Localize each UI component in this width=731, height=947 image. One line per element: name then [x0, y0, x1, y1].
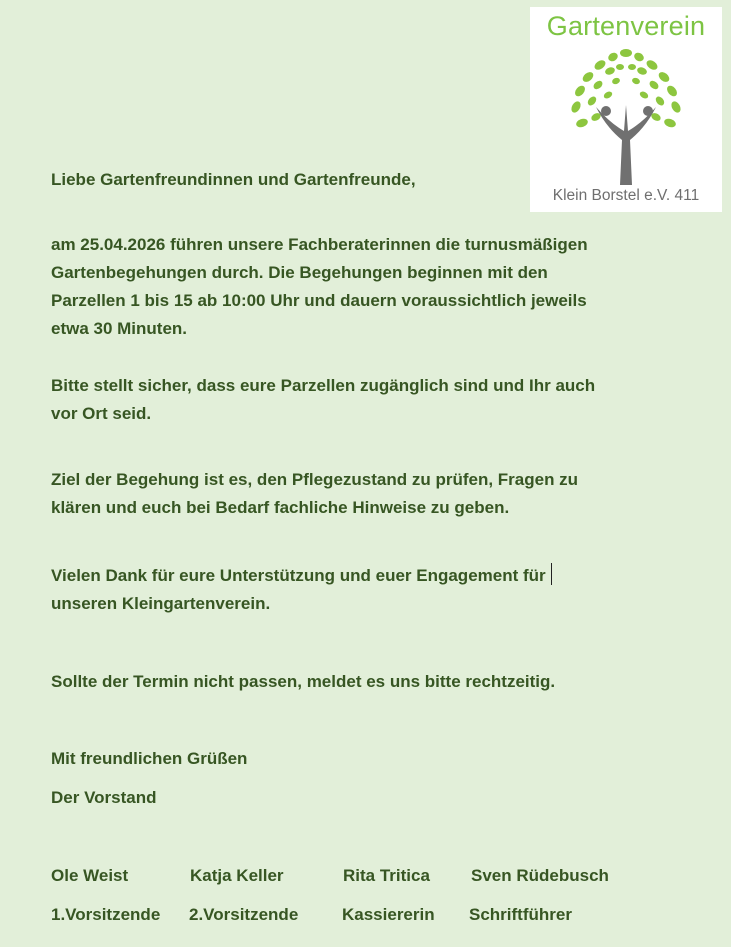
paragraph-line: Gartenbegehungen durch. Die Begehungen beginnen mit den — [51, 263, 548, 282]
paragraph-line: klären und euch bei Bedarf fachliche Hinweise zu geben. — [51, 498, 510, 517]
signatory-role: Schriftführer — [469, 905, 572, 924]
paragraph-line: unseren Kleingartenverein. — [51, 594, 271, 613]
paragraph-line: etwa 30 Minuten. — [51, 319, 188, 338]
paragraph-line: vor Ort seid. — [51, 404, 152, 423]
sender: Der Vorstand — [51, 788, 157, 807]
paragraph-line: Ziel der Begehung ist es, den Pflegezustand zu prüfen, Fragen zu — [51, 470, 579, 489]
logo-title: Gartenverein — [546, 11, 706, 41]
logo-subtitle: Klein Borstel e.V. 411 — [552, 187, 700, 204]
paragraph-line: Bitte stellt sicher, dass eure Parzellen zugänglich sind und Ihr auch — [51, 376, 596, 395]
paragraph-reschedule: Sollte der Termin nicht passen, meldet es uns bitte rechtzeitig. — [51, 672, 556, 691]
signatory-name: Rita Tritica — [343, 866, 430, 885]
text-cursor — [551, 563, 552, 585]
signatory-role: Kassiererin — [342, 905, 435, 924]
tree-logo-icon — [558, 45, 694, 185]
paragraph-thanks — [51, 562, 552, 618]
paragraph-line: Parzellen 1 bis 15 ab 10:00 Uhr und dauern voraussichtlich jeweils — [51, 291, 587, 310]
signatory-name: Ole Weist — [51, 866, 129, 885]
club-logo — [530, 7, 722, 212]
signatory-role: 1.Vorsitzende — [51, 905, 161, 924]
paragraph-goal — [51, 466, 578, 522]
paragraph-access — [51, 372, 595, 428]
paragraph-line: Vielen Dank für eure Unterstützung und euer Engagement für — [51, 566, 546, 585]
paragraph-date — [51, 231, 588, 343]
closing: Mit freundlichen Grüßen — [51, 749, 248, 768]
salutation: Liebe Gartenfreundinnen und Gartenfreunde, — [51, 170, 416, 189]
paragraph-line: am 25.04.2026 führen unsere Fachberaterinnen die turnusmäßigen — [51, 235, 588, 254]
signatory-name: Sven Rüdebusch — [471, 866, 609, 885]
signatory-role: 2.Vorsitzende — [189, 905, 299, 924]
signatory-name: Katja Keller — [190, 866, 284, 885]
